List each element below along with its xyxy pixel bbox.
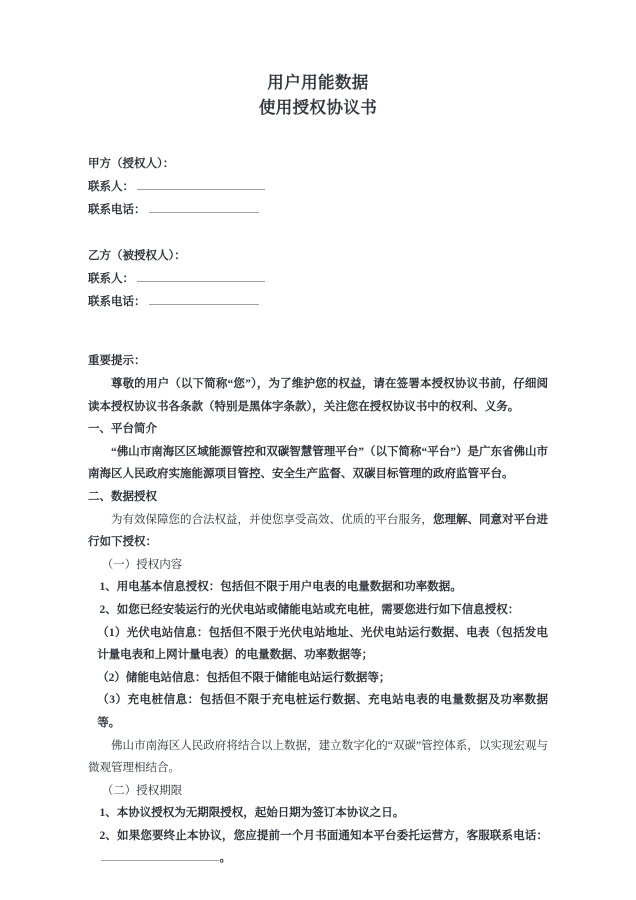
subsection-1-label: （一）授权内容	[101, 558, 183, 571]
termination-prefix: 2、如果您要终止本协议，您应提前一个月书面通知本平台委托运营方，客服联系电话：	[99, 829, 548, 842]
notice-title: 重要提示：	[88, 355, 146, 367]
subsection-1-item-1: 1、用电基本信息授权：包括但不限于用户电表的电量数据和功率数据。	[99, 581, 462, 594]
party-a-phone-label: 联系电话：	[88, 204, 146, 216]
subsection-1-closing: 佛山市南海区人民政府将结合以上数据，建立数字化的“双碳”管控体系，以实现宏观与微观管理相结合。	[88, 739, 548, 775]
party-a-phone-row	[88, 199, 548, 222]
party-a-contact-input[interactable]	[137, 176, 265, 190]
party-block-a	[88, 153, 548, 222]
party-a-phone-input[interactable]	[149, 199, 259, 213]
section-2-lead-normal: 为有效保障您的合法权益，并使您享受高效、优质的平台服务，	[111, 513, 433, 526]
notice-body: 尊敬的用户（以下简称“您”），为了维护您的权益，请在签署本授权协议书前，仔细阅读本授权协议书各条款（特别是黑体字条款），关注您在授权协议书中的权利、义务。	[88, 378, 548, 413]
party-b-contact-input[interactable]	[137, 268, 265, 282]
party-b-phone-input[interactable]	[149, 291, 259, 305]
party-b-phone-label: 联系电话：	[88, 296, 146, 308]
page-title	[0, 0, 636, 120]
document-body	[88, 350, 548, 870]
subsection-1-item-3: （1）光伏电站信息：包括但不限于光伏电站地址、光伏电站运行数据、电表（包括发电计量电表和上网计量电表）的电量数据、功率数据等；	[97, 626, 548, 662]
party-b-contact-label: 联系人：	[88, 273, 134, 285]
subsection-2-termination	[88, 825, 548, 870]
termination-suffix: 。	[219, 852, 231, 865]
subsection-1-item-4: （2）储能电站信息：包括但不限于储能电站运行数据等；	[97, 671, 391, 684]
subsection-1-item-2: 2、如您已经安装运行的光伏电站或储能电站或充电桩，需要您进行如下信息授权：	[99, 603, 520, 616]
party-a-heading: 甲方（授权人）：	[88, 158, 175, 170]
section-2-heading: 二、数据授权	[88, 490, 157, 503]
party-block-b	[88, 245, 548, 314]
party-b-contact-row	[88, 268, 548, 291]
section-2-lead-bold: 您理解、同意对平台进行如下授权：	[88, 513, 548, 549]
subsection-2-label: （二）授权期限	[101, 784, 183, 797]
party-a-contact-row	[88, 176, 548, 199]
title-line-1: 用户用能数据	[267, 73, 369, 92]
section-1-heading: 一、平台简介	[88, 423, 157, 436]
party-b-phone-row	[88, 291, 548, 314]
party-a-contact-label: 联系人：	[88, 181, 134, 193]
subsection-2-item-1: 1、本协议授权为无期限授权，起始日期为签订本协议之日。	[99, 807, 405, 820]
section-2-lead	[88, 509, 548, 554]
title-line-2: 使用授权协议书	[258, 98, 378, 117]
subsection-1-item-5: （3）充电桩信息：包括但不限于充电桩运行数据、充电站电表的电量数据及功率数据等。	[97, 694, 548, 729]
service-phone-input[interactable]	[101, 848, 219, 861]
party-b-heading: 乙方（被授权人）：	[88, 250, 186, 262]
section-1-paragraph: “佛山市南海区区域能源管控和双碳智慧管理平台”（以下简称“平台”）是广东省佛山市南海区人民政府实施能源项目管控、安全生产监督、双碳目标管理的政府监管平台。	[88, 445, 548, 481]
